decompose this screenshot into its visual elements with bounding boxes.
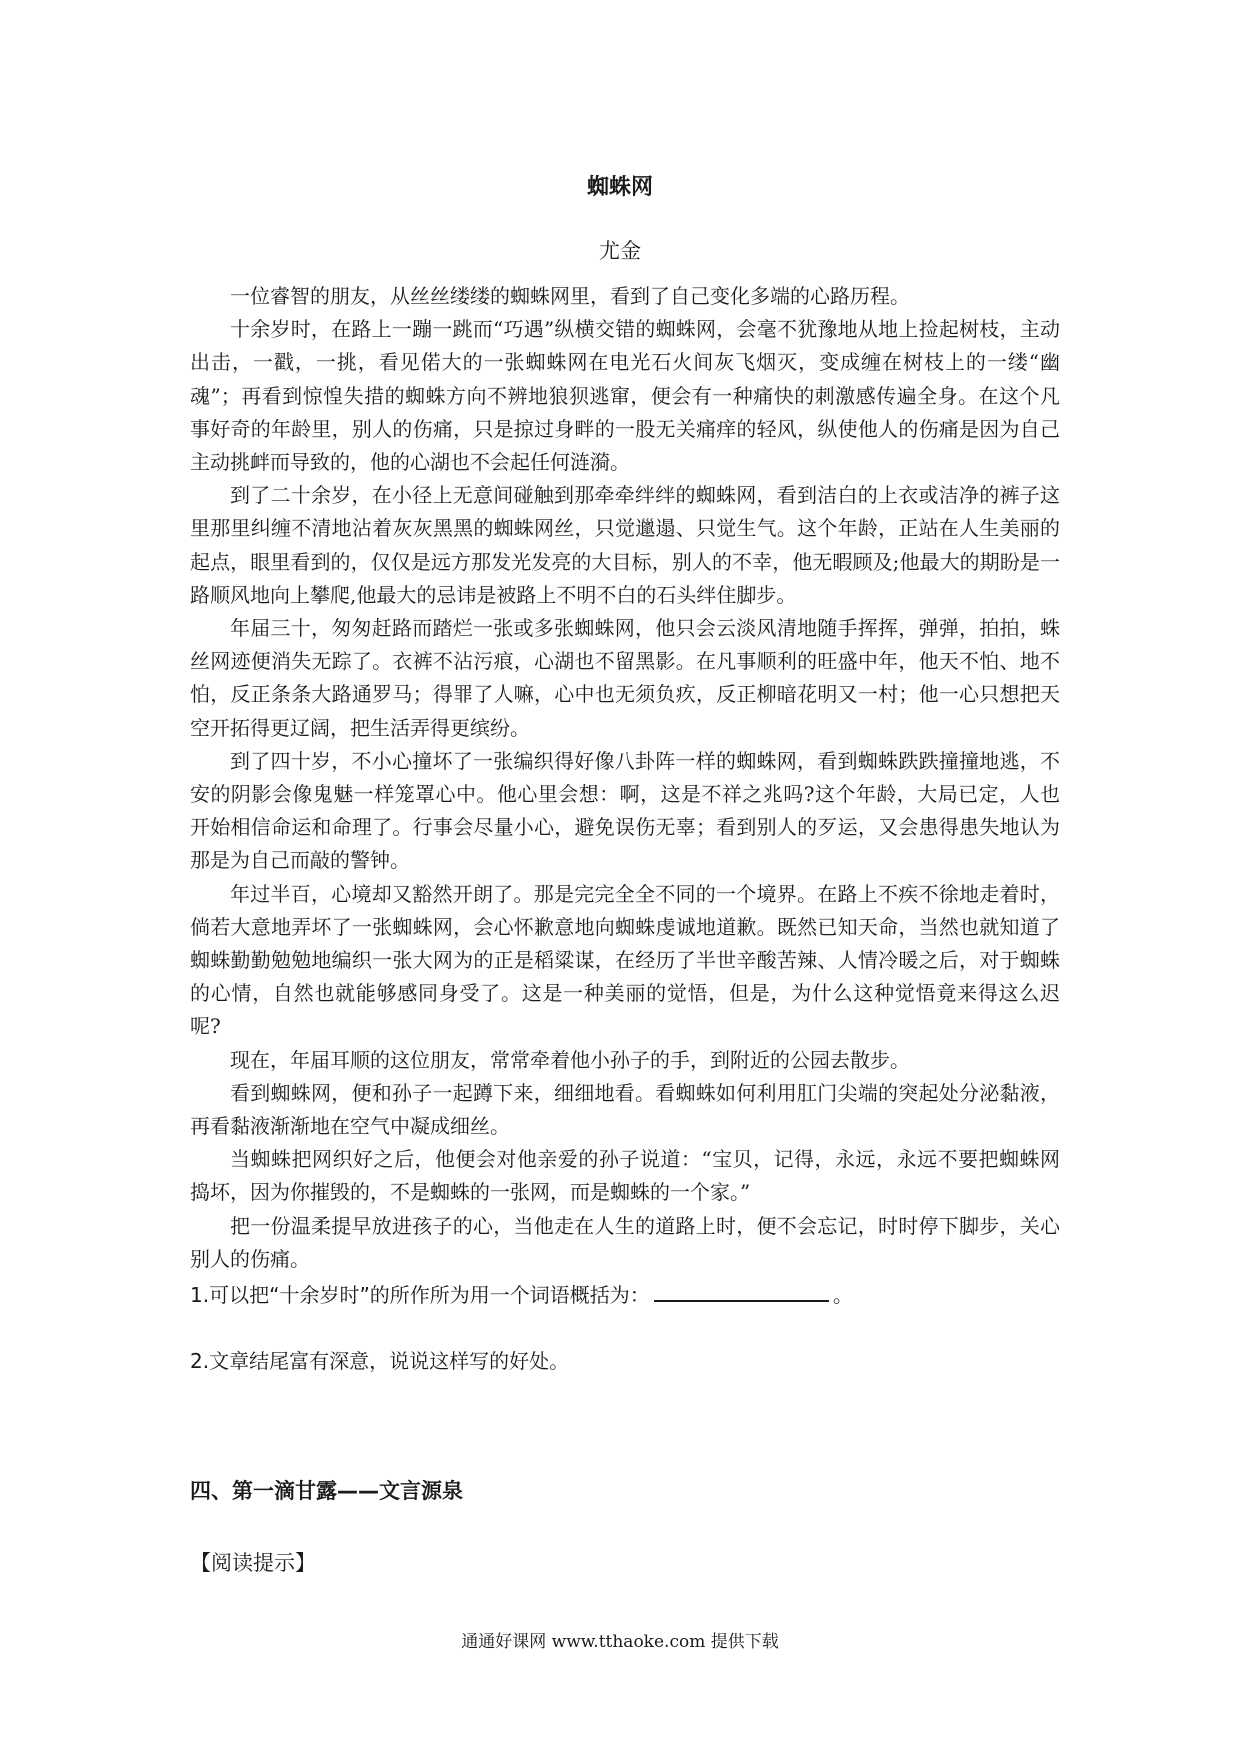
page-footer: 通通好课网 www.tthaoke.com 提供下载 (461, 1632, 779, 1652)
answer-blank[interactable] (654, 1282, 829, 1302)
question-1-suffix: 。 (832, 1283, 853, 1307)
question-1 (190, 1279, 853, 1308)
paragraph: 到了四十岁，不小心撞坏了一张编织得好像八卦阵一样的蜘蛛网，看到蜘蛛跌跌撞撞地逃，不安的阴影会像鬼魅一样笼罩心中。他心里会想：啊，这是不祥之兆吗?这个年龄，大局已定，人也开始相信命运和命理了。行事会尽量小心，避免误伤无辜；看到别人的歹运，又会患得患失地认为那是为自己而敲的警钟。 (190, 748, 1060, 873)
paragraph: 看到蜘蛛网，便和孙子一起蹲下来，细细地看。看蜘蛛如何利用肛门尖端的突起处分泌黏液，再看黏液渐渐地在空气中凝成细丝。 (190, 1080, 1060, 1139)
article-body (190, 280, 1060, 1276)
question-2: 2.文章结尾富有深意，说说这样写的好处。 (190, 1349, 570, 1373)
paragraph: 把一份温柔提早放进孩子的心，当他走在人生的道路上时，便不会忘记，时时停下脚步，关心别人的伤痛。 (190, 1213, 1060, 1271)
paragraph: 年届三十，匆匆赶路而踏烂一张或多张蜘蛛网，他只会云淡风清地随手挥挥，弹弹，拍拍，蛛丝网迹便消失无踪了。衣裤不沾污痕，心湖也不留黑影。在凡事顺利的旺盛中年，他天不怕、地不怕，反正条条大路通罗马；得罪了人嘛，心中也无须负疚，反正柳暗花明又一村；他一心只想把天空开拓得更辽阔，把生活弄得更缤纷。 (190, 616, 1060, 740)
section-heading: 四、第一滴甘露——文言源泉 (190, 1479, 463, 1503)
paragraph: 到了二十余岁，在小径上无意间碰触到那牵牵绊绊的蜘蛛网，看到洁白的上衣或洁净的裤子这里那里纠缠不清地沾着灰灰黑黑的蜘蛛网丝，只觉邋遢、只觉生气。这个年龄，正站在人生美丽的起点，眼里看到的，仅仅是远方那发光发亮的大目标，别人的不幸，他无暇顾及;他最大的期盼是一路顺风地向上攀爬,他最大的忌讳是被路上不明不白的石头绊住脚步。 (190, 483, 1060, 607)
paragraph: 一位睿智的朋友，从丝丝缕缕的蜘蛛网里，看到了自己变化多端的心路历程。 (230, 284, 910, 308)
article-author: 尤金 (599, 239, 641, 263)
question-1-text: 1.可以把“十余岁时”的所作所为用一个词语概括为： (190, 1283, 650, 1307)
paragraph: 十余岁时，在路上一蹦一跳而“巧遇”纵横交错的蜘蛛网，会毫不犹豫地从地上捡起树枝，主动出击，一戳，一挑，看见偌大的一张蜘蛛网在电光石火间灰飞烟灭，变成缠在树枝上的一缕“幽魂”；再看到惊惶失措的蜘蛛方向不辨地狼狈逃窜，便会有一种痛快的刺激感传遍全身。在这个凡事好奇的年龄里，别人的伤痛，只是掠过身畔的一股无关痛痒的轻风，纵使他人的伤痛是因为自己主动挑衅而导致的，他的心湖也不会起任何涟漪。 (190, 317, 1060, 475)
reading-tip-label: 【阅读提示】 (190, 1551, 316, 1575)
paragraph: 现在，年届耳顺的这位朋友，常常牵着他小孙子的手，到附近的公园去散步。 (230, 1047, 910, 1072)
paragraph: 年过半百，心境却又豁然开朗了。那是完完全全不同的一个境界。在路上不疾不徐地走着时，倘若大意地弄坏了一张蜘蛛网，会心怀歉意地向蜘蛛虔诚地道歉。既然已知天命，当然也就知道了蜘蛛勤勤勉勉地编织一张大网为的正是稻粱谋，在经历了半世辛酸苦辣、人情冷暖之后，对于蜘蛛的心情，自然也就能够感同身受了。这是一种美丽的觉悟，但是，为什么这种觉悟竟来得这么迟呢? (190, 881, 1060, 1039)
paragraph: 当蜘蛛把网织好之后，他便会对他亲爱的孙子说道：“宝贝，记得，永远，永远不要把蜘蛛网捣坏，因为你摧毁的，不是蜘蛛的一张网，而是蜘蛛的一个家。” (190, 1147, 1060, 1205)
article-title: 蜘蛛网 (586, 175, 653, 200)
